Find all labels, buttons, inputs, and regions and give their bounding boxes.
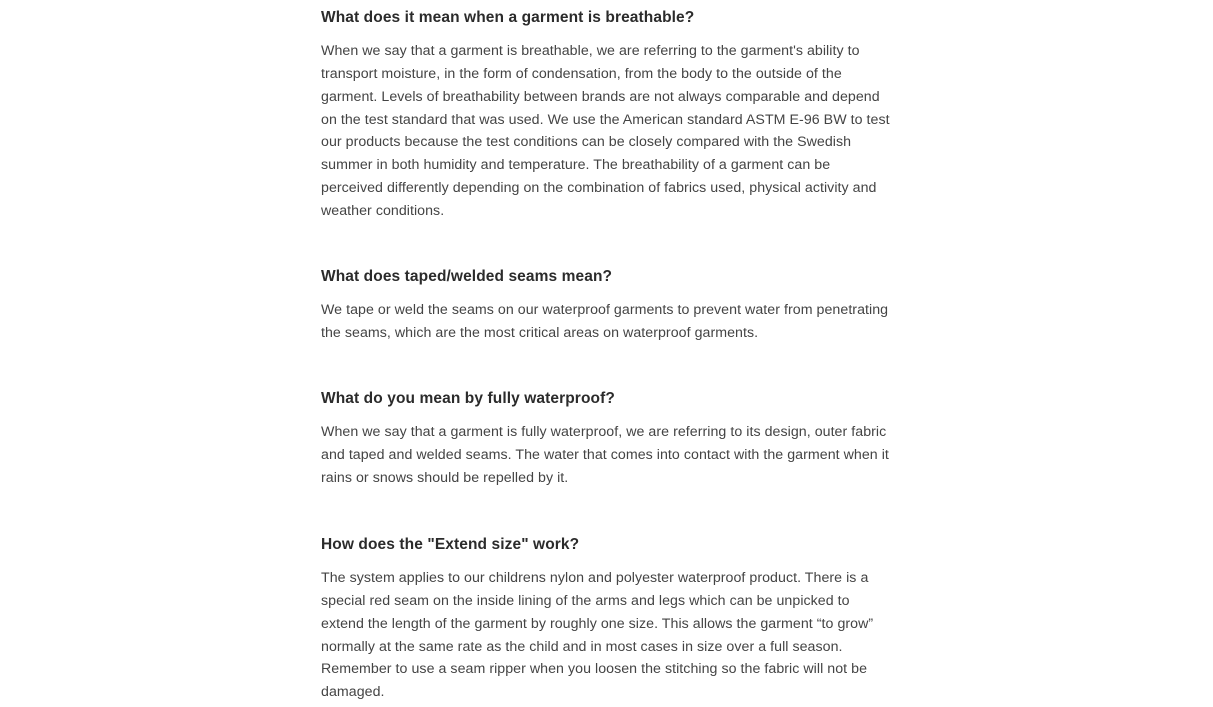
faq-answer: The system applies to our childrens nylon and polyester waterproof product. There is a special red seam on the inside lining of the arms and legs which can be unpicked to extend the length of the garment by roughly one size. This allows the garment “to grow” normally at the same rate as the child and in most cases in size over a full season. Remember to use a seam ripper when you loosen the stitching so the fabric will not be damaged. [321, 569, 874, 701]
faq-question: What does taped/welded seams mean? [321, 267, 613, 285]
faq-question: What do you mean by fully waterproof? [321, 390, 615, 408]
faq-question: What does it mean when a garment is breathable? [321, 9, 695, 26]
faq-answer: When we say that a garment is breathable, we are referring to the garment's ability to transport moisture, in the form of condensation, from the body to the outside of the garment. Levels of breathability between brands are not always comparable and depend on the test standard that was used. We use the American standard ASTM E-96 BW to test our products because the test conditions can be closely compared with the Swedish summer in both humidity and temperature. The breathability of a garment can be perceived differently depending on the combination of fabrics used, physical activity and weather conditions. [321, 43, 890, 219]
faq-item-extend-size [321, 535, 893, 704]
faq-section [321, 8, 893, 704]
faq-item-breathable [321, 8, 893, 223]
faq-item-fully-waterproof [321, 389, 893, 490]
faq-item-taped-seams [321, 267, 893, 345]
faq-answer: We tape or weld the seams on our waterproof garments to prevent water from penetrating the seams, which are the most critical areas on waterproof garments. [321, 301, 889, 341]
faq-question: How does the "Extend size" work? [321, 535, 580, 553]
faq-answer: When we say that a garment is fully waterproof, we are referring to its design, outer fabric and taped and welded seams. The water that comes into contact with the garment when it rains or snows should be repelled by it. [321, 424, 889, 487]
